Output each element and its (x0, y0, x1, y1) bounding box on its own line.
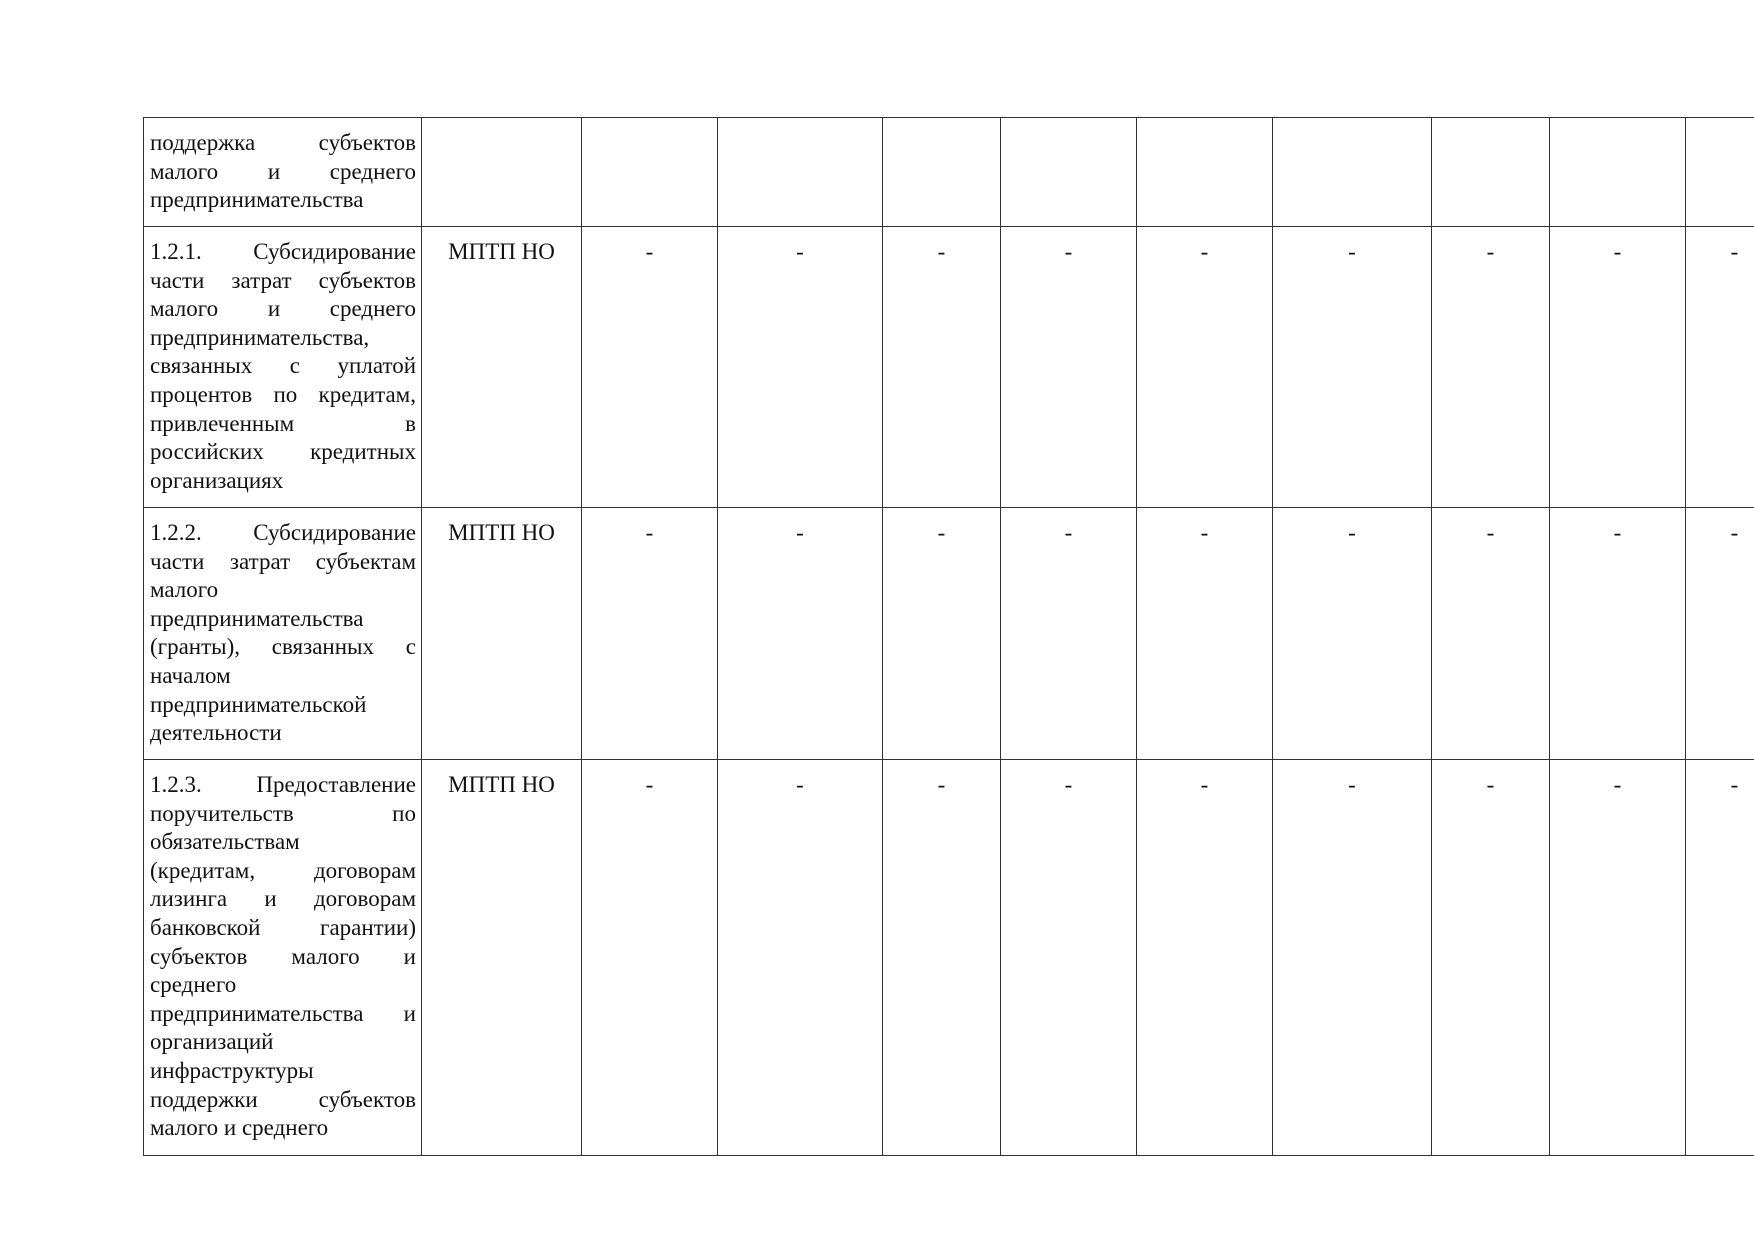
description-line: (кредитам, договорам (150, 857, 416, 883)
description-line: малого (150, 577, 219, 603)
value-cell: - (1686, 227, 1754, 508)
description-line: части затрат субъектам (150, 548, 416, 574)
description-line: предпринимательства и (150, 1000, 416, 1026)
value-cell (1137, 118, 1273, 227)
value-cell (1001, 118, 1137, 227)
value-cell: - (1432, 760, 1550, 1156)
description-line: деятельности (150, 720, 282, 746)
value-cell: - (1432, 508, 1550, 760)
value-cell: - (1273, 508, 1432, 760)
description-line: процентов по кредитам, (150, 381, 416, 407)
description-line: обязательствам (150, 829, 300, 855)
measure-description-cell (144, 118, 422, 227)
description-line: малого и среднего (150, 1115, 329, 1141)
value-cell (1273, 118, 1432, 227)
value-cell: - (1137, 508, 1273, 760)
table-row (144, 118, 1754, 227)
description-line: лизинга и договорам (150, 886, 416, 912)
value-cell: - (718, 760, 883, 1156)
value-cell (1686, 118, 1754, 227)
value-cell: - (1273, 760, 1432, 1156)
description-line: 1.2.2. Субсидирование (150, 520, 416, 545)
executor-cell: МПТП НО (422, 508, 582, 760)
measure-description-cell (144, 227, 422, 508)
description-line: инфраструктуры (150, 1057, 314, 1083)
description-line: поддержка субъектов (150, 130, 416, 155)
executor-cell: МПТП НО (422, 760, 582, 1156)
description-line: 1.2.1. Субсидирование (150, 239, 416, 264)
table-row (144, 760, 1754, 1156)
description-line: 1.2.3. Предоставление (150, 772, 416, 797)
description-line: субъектов малого и (150, 943, 416, 969)
description-line: организаций (150, 1029, 274, 1055)
description-line: российских кредитных (150, 439, 416, 465)
value-cell: - (1686, 760, 1754, 1156)
description-line: (гранты), связанных с (150, 634, 416, 660)
value-cell: - (883, 508, 1001, 760)
description-line: части затрат субъектов (150, 267, 416, 293)
table-row (144, 508, 1754, 760)
description-line: банковской гарантии) (150, 914, 416, 940)
value-cell: - (1001, 227, 1137, 508)
table-row (144, 227, 1754, 508)
value-cell: - (1550, 227, 1686, 508)
description-line: поручительств по (150, 800, 416, 826)
description-line: организациях (150, 467, 284, 493)
value-cell: - (1686, 508, 1754, 760)
executor-cell: МПТП НО (422, 227, 582, 508)
description-line: предпринимательства (150, 187, 364, 213)
value-cell (582, 118, 718, 227)
value-cell: - (1432, 227, 1550, 508)
value-cell: - (582, 508, 718, 760)
program-measures-table (143, 117, 1754, 1156)
executor-cell (422, 118, 582, 227)
value-cell: - (1550, 508, 1686, 760)
description-line: предпринимательства (150, 605, 364, 631)
value-cell (718, 118, 883, 227)
value-cell: - (718, 227, 883, 508)
value-cell: - (582, 227, 718, 508)
description-line: связанных с уплатой (150, 353, 416, 379)
description-line: малого и среднего (150, 158, 416, 184)
value-cell: - (582, 760, 718, 1156)
value-cell: - (1273, 227, 1432, 508)
value-cell: - (1001, 760, 1137, 1156)
measure-description-cell (144, 760, 422, 1156)
value-cell (1432, 118, 1550, 227)
value-cell: - (1550, 760, 1686, 1156)
value-cell (1550, 118, 1686, 227)
value-cell: - (1001, 508, 1137, 760)
description-line: предпринимательства, (150, 324, 370, 350)
description-line: поддержки субъектов (150, 1086, 416, 1112)
description-line: малого и среднего (150, 296, 416, 322)
value-cell: - (718, 508, 883, 760)
description-line: среднего (150, 972, 237, 998)
description-line: предпринимательской (150, 691, 367, 717)
table-body (144, 118, 1754, 1156)
value-cell (883, 118, 1001, 227)
description-line: привлеченным в (150, 410, 416, 436)
measure-description-cell (144, 508, 422, 760)
value-cell: - (883, 760, 1001, 1156)
value-cell: - (1137, 760, 1273, 1156)
value-cell: - (1137, 227, 1273, 508)
description-line: началом (150, 662, 231, 688)
value-cell: - (883, 227, 1001, 508)
